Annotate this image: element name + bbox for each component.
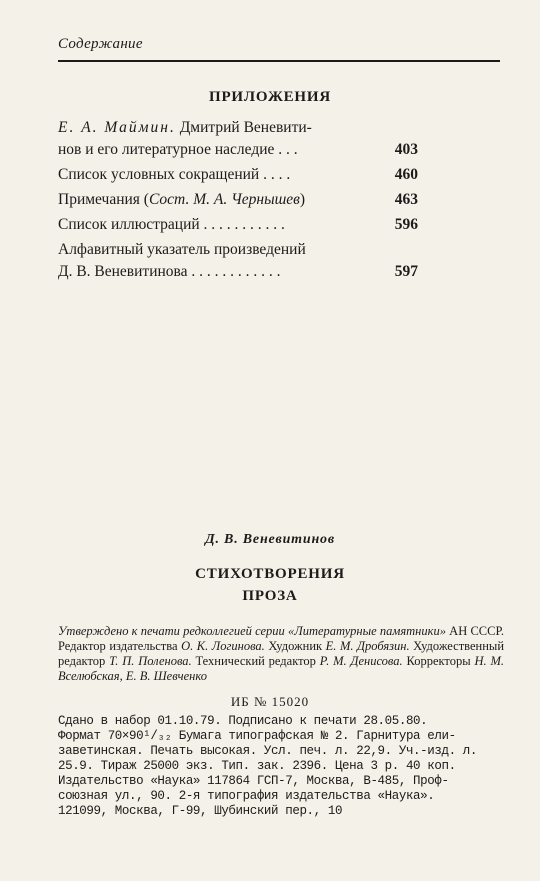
approval-paragraph <box>58 624 504 684</box>
entry-page-number: 596 <box>394 216 418 233</box>
contents-list <box>58 117 418 286</box>
publication-number: ИБ № 15020 <box>230 694 310 709</box>
book-title <box>0 563 540 607</box>
entry-title-line2: нов и его литературное наследие . . . <box>58 141 298 158</box>
book-title-line1: СТИХОТВОРЕНИЯ <box>195 566 345 582</box>
approval-text: Художник <box>264 639 326 653</box>
header-rule <box>58 60 500 62</box>
entry-title-line2: Д. В. Веневитинова . . . . . . . . . . . . <box>58 263 281 280</box>
entry-title: Список условных сокращений . . . . <box>58 166 291 183</box>
entry-title: Примечания ( <box>58 191 149 208</box>
entry-page-number: 403 <box>394 141 418 158</box>
entry-page-number: 463 <box>394 191 418 208</box>
contents-entry-notes <box>58 189 418 211</box>
entry-title-line1: Дмитрий Веневити- <box>179 119 312 136</box>
entry-author: Е. А. Маймин. <box>58 119 176 136</box>
imprint-line: 25.9. Тираж 25000 экз. Тип. зак. 2396. Цена 3 р. 40 коп. <box>58 759 456 773</box>
approval-text: Технический редактор <box>191 654 320 668</box>
appendix-title: ПРИЛОЖЕНИЯ <box>209 89 331 105</box>
running-header: Содержание <box>58 36 143 52</box>
entry-title-close: ) <box>299 191 306 208</box>
contents-entry-abbreviations <box>58 164 418 186</box>
imprint-line: заветинская. Печать высокая. Усл. печ. л. 22,9. Уч.-изд. л. <box>58 744 477 758</box>
imprint-line: 121099, Москва, Г-99, Шубинский пер., 10 <box>58 804 343 818</box>
artist-name: Е. М. Дробязин. <box>325 639 410 653</box>
contents-entry-illustrations <box>58 214 418 236</box>
entry-page-number: 460 <box>394 166 418 183</box>
art-editor-name: Т. П. Поленова. <box>109 654 192 668</box>
imprint-line: Формат 70×90¹/₃₂ Бумага типографская № 2. Гарнитура ели- <box>58 729 456 743</box>
approval-series: Утверждено к печати редколлегией серии «Литературные памятники» <box>58 624 446 638</box>
book-author: Д. В. Веневитинов <box>205 532 335 547</box>
entry-title-line1: Алфавитный указатель произведений <box>58 241 306 258</box>
imprint-line: Сдано в набор 01.10.79. Подписано к печати 28.05.80. <box>58 714 428 728</box>
book-title-line2: ПРОЗА <box>242 588 298 604</box>
entry-compiler: Сост. М. А. Чернышев <box>148 191 300 208</box>
publisher-editor: О. К. Логинова. <box>181 639 265 653</box>
approval-text: Художественный редактор <box>58 639 505 668</box>
approval-text: АН СССР. Редактор издательства <box>58 624 504 653</box>
imprint-block <box>58 714 504 819</box>
contents-entry-index <box>58 239 418 283</box>
imprint-line: Издательство «Наука» 117864 ГСП-7, Москва, В-485, Проф- <box>58 774 449 788</box>
tech-editor-name: Р. М. Денисова. <box>319 654 403 668</box>
approval-text: Корректоры <box>402 654 475 668</box>
entry-title: Список иллюстраций . . . . . . . . . . . <box>58 216 285 233</box>
entry-page-number: 597 <box>394 263 418 280</box>
proofreaders-names: Н. М. Вселюбская, Е. В. Шевченко <box>58 654 504 683</box>
imprint-line: союзная ул., 90. 2-я типография издательства «Наука». <box>58 789 435 803</box>
contents-entry-maimin <box>58 117 418 161</box>
